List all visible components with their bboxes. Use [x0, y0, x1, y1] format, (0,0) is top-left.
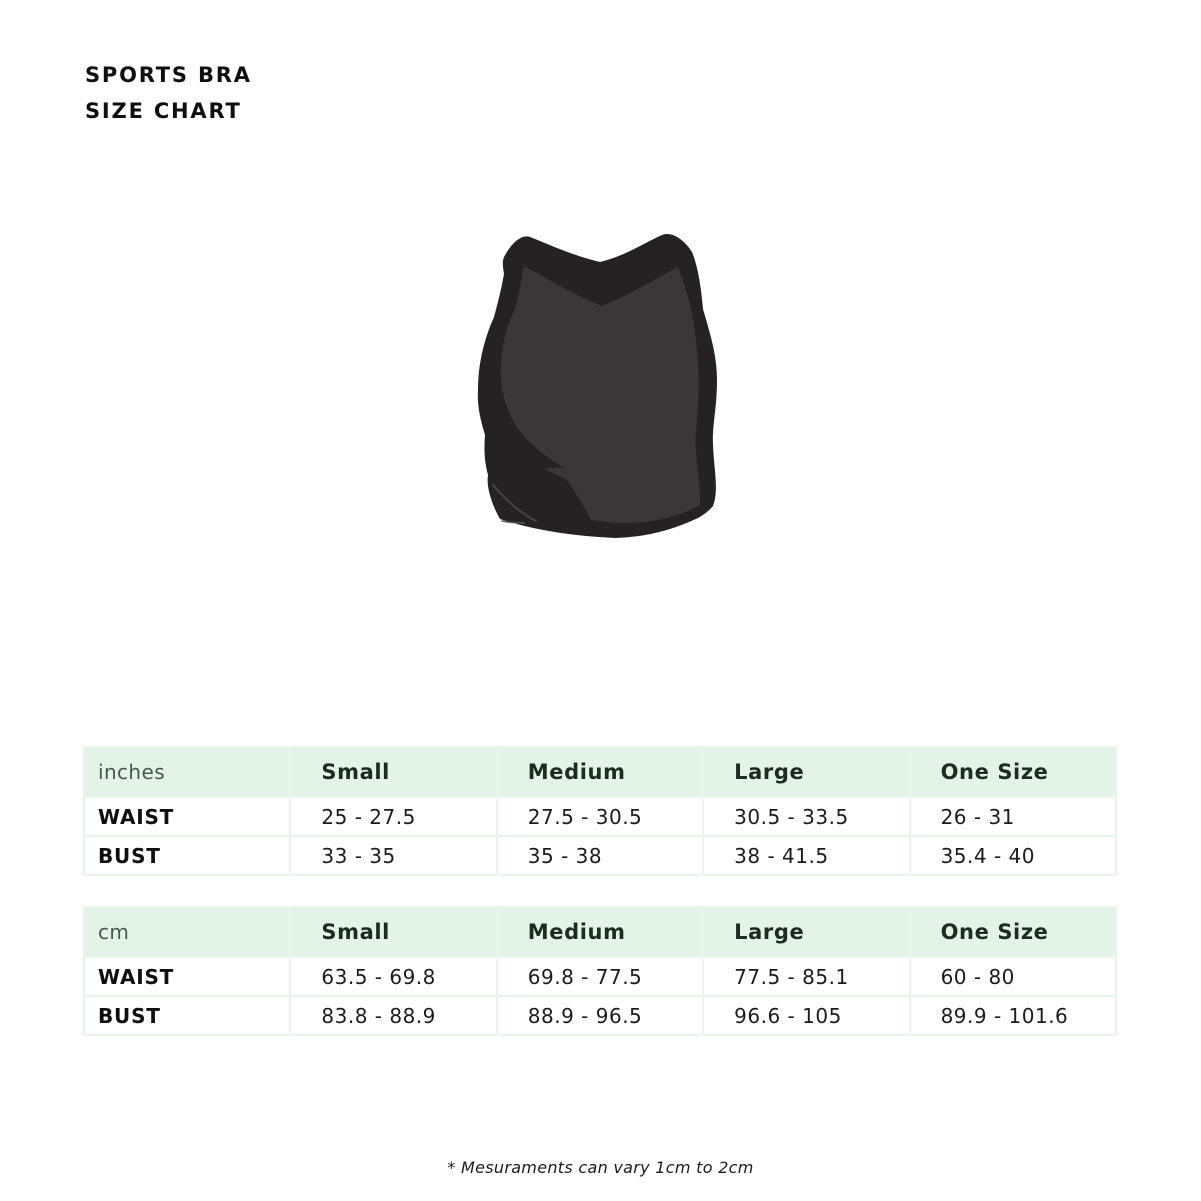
cell-bust-small: 33 - 35 — [291, 837, 495, 874]
col-header-one-size: One Size — [911, 748, 1115, 796]
unit-label-inches: inches — [85, 748, 289, 796]
cell-waist-small: 25 - 27.5 — [291, 798, 495, 835]
sports-bra-illustration — [472, 229, 728, 545]
cell-waist-large: 77.5 - 85.1 — [704, 958, 908, 995]
col-header-one-size: One Size — [911, 908, 1115, 956]
cell-waist-large: 30.5 - 33.5 — [704, 798, 908, 835]
row-label-waist: WAIST — [85, 958, 289, 995]
cell-bust-one-size: 35.4 - 40 — [911, 837, 1115, 874]
col-header-medium: Medium — [498, 908, 702, 956]
unit-label-cm: cm — [85, 908, 289, 956]
table-row-waist — [85, 958, 1115, 995]
cell-bust-medium: 35 - 38 — [498, 837, 702, 874]
header-row — [85, 908, 1115, 956]
cell-bust-large: 96.6 - 105 — [704, 997, 908, 1034]
col-header-large: Large — [704, 748, 908, 796]
header-row — [85, 748, 1115, 796]
cell-waist-one-size: 60 - 80 — [911, 958, 1115, 995]
cell-waist-medium: 27.5 - 30.5 — [498, 798, 702, 835]
cell-bust-medium: 88.9 - 96.5 — [498, 997, 702, 1034]
table-row-waist — [85, 798, 1115, 835]
size-table-cm — [83, 906, 1117, 1036]
sports-bra-icon — [472, 229, 728, 545]
col-header-large: Large — [704, 908, 908, 956]
page-title-line-1: SPORTS BRA — [85, 63, 252, 87]
size-table-inches — [83, 746, 1117, 876]
cell-bust-large: 38 - 41.5 — [704, 837, 908, 874]
row-label-bust: BUST — [85, 997, 289, 1034]
col-header-small: Small — [291, 748, 495, 796]
cell-waist-small: 63.5 - 69.8 — [291, 958, 495, 995]
cell-waist-one-size: 26 - 31 — [911, 798, 1115, 835]
row-label-waist: WAIST — [85, 798, 289, 835]
col-header-small: Small — [291, 908, 495, 956]
col-header-medium: Medium — [498, 748, 702, 796]
table-row-bust — [85, 837, 1115, 874]
cell-waist-medium: 69.8 - 77.5 — [498, 958, 702, 995]
page-title — [85, 64, 252, 122]
cell-bust-small: 83.8 - 88.9 — [291, 997, 495, 1034]
table-row-bust — [85, 997, 1115, 1034]
page-title-line-2: SIZE CHART — [85, 99, 242, 123]
row-label-bust: BUST — [85, 837, 289, 874]
cell-bust-one-size: 89.9 - 101.6 — [911, 997, 1115, 1034]
measurement-disclaimer: * Mesuraments can vary 1cm to 2cm — [447, 1158, 754, 1177]
